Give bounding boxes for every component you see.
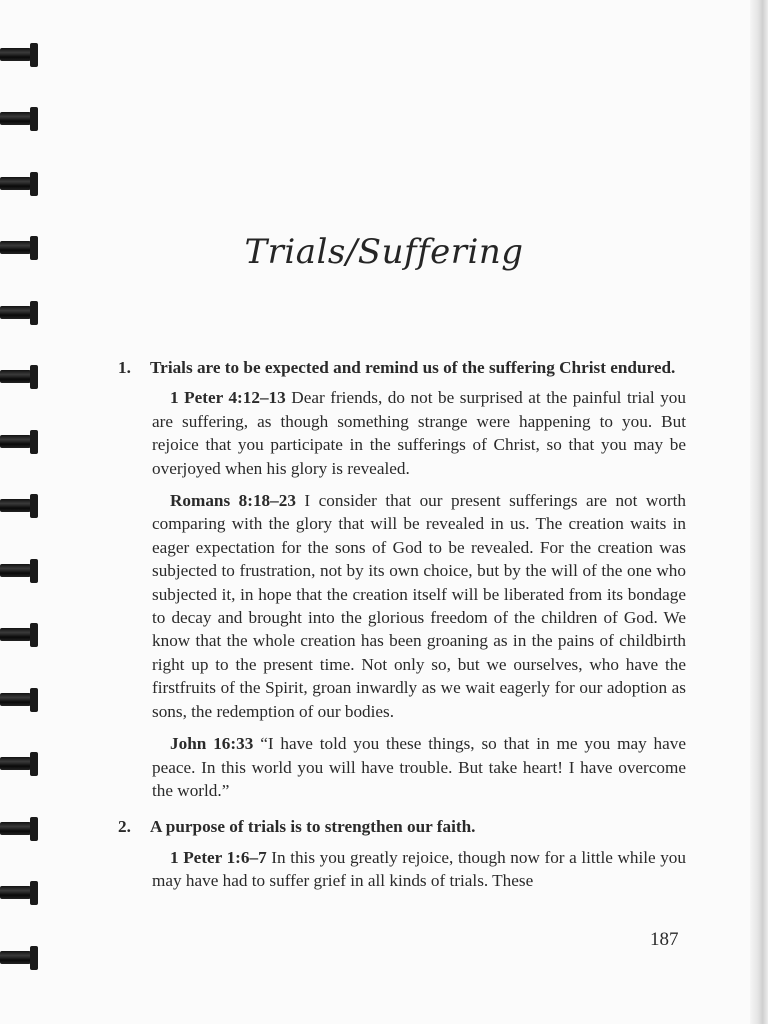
scripture-passage — [118, 386, 686, 480]
scripture-text: I consider that our present sufferings are not worth comparing with the glory that will be revealed in us. The creation waits in eager expectation for the sons of God to be revealed. For the creation was subjected to frustration, not by its own choice, but by the will of the one who subjected it, in hope that the creation itself will be liberated from its bondage to decay and brought into the glorious freedom of the children of God. We know that the whole creation has been groaning as in the pains of childbirth right up to the present time. Not only so, but we ourselves, who have the firstfruits of the Spirit, groan inwardly as we wait eagerly for our adoption as sons, the redemption of our bodies. — [152, 491, 687, 721]
scripture-reference: John 16:33 — [170, 734, 254, 754]
binding-coil — [0, 945, 38, 971]
binding-coil — [0, 42, 38, 68]
section-number: 2. — [118, 817, 131, 837]
section-heading — [118, 356, 686, 379]
binding-coil — [0, 751, 38, 777]
scripture-text: “I have told you these things, so that in me you may have peace. In this world you will have trouble. But take heart! I have overcome the world.” — [152, 734, 686, 800]
binding-coil — [0, 622, 38, 648]
page-edge-shadow — [750, 0, 768, 1024]
page-title: Trials/Suffering — [244, 232, 524, 272]
scripture-text: Dear friends, do not be surprised at the painful trial you are suffering, as though something strange were happening to you. But rejoice that you participate in the sufferings of Christ, so that you may be overjoyed when his glory is revealed. — [152, 388, 686, 478]
binding-coil — [0, 429, 38, 455]
section-heading-text: Trials are to be expected and remind us of the suffering Christ endured. — [150, 358, 676, 377]
spiral-binding — [0, 0, 42, 1024]
page-number: 187 — [650, 929, 679, 950]
binding-coil — [0, 106, 38, 132]
binding-coil — [0, 171, 38, 197]
section-heading — [118, 815, 686, 838]
binding-coil — [0, 816, 38, 842]
scripture-passage — [118, 846, 686, 893]
binding-coil — [0, 493, 38, 519]
section-number: 1. — [118, 358, 131, 377]
binding-coil — [0, 300, 38, 326]
scripture-text: In this you greatly rejoice, though now for a little while you may have had to suffer grief in all kinds of trials. These — [152, 847, 686, 891]
section-heading-text: A purpose of trials is to strengthen our faith. — [150, 817, 476, 837]
scripture-reference: 1 Peter 4:12–13 — [170, 388, 286, 408]
page-content — [118, 356, 686, 902]
binding-coil — [0, 558, 38, 584]
scripture-passage — [118, 489, 686, 723]
scripture-reference: 1 Peter 1:6–7 — [170, 847, 267, 867]
binding-coil — [0, 880, 38, 906]
scripture-passage — [118, 732, 686, 802]
binding-coil — [0, 687, 38, 713]
scripture-reference: Romans 8:18–23 — [170, 491, 296, 511]
binding-coil — [0, 364, 38, 390]
